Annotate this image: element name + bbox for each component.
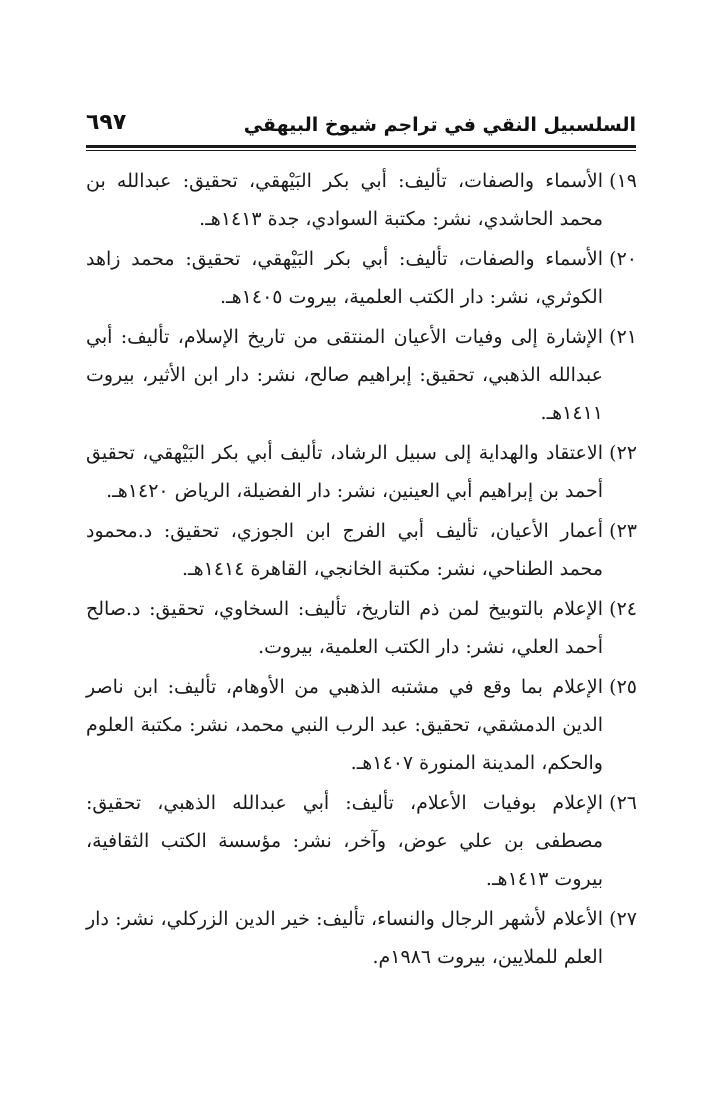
entry-text: الاعتقاد والهداية إلى سبيل الرشاد، تأليف أبي بكر البَيْهقي، تحقيق أحمد بن إبراهيم أبي العينين، نشر: دار الفضيلة، الرياض ١٤٢٠هـ. — [86, 442, 603, 502]
entry-number: ٢٤) — [609, 598, 637, 620]
entry-number: ٢٧) — [609, 908, 637, 930]
entry-text: الإعلام بما وقع في مشتبه الذهبي من الأوهام، تأليف: ابن ناصر الدين الدمشقي، تحقيق: عبد الرب النبي محمد، نشر: مكتبة العلوم والحكم، المدينة المنورة ١٤٠٧هـ. — [86, 676, 603, 774]
entry-number: ٢٥) — [609, 676, 637, 698]
entry-text: الإعلام بوفيات الأعلام، تأليف: أبي عبدالله الذهبي، تحقيق: مصطفى بن علي عوض، وآخر، نشر: مؤسسة الكتب الثقافية، بيروت ١٤١٣هـ. — [86, 792, 603, 890]
bibliography-entry — [86, 512, 637, 588]
bibliography-entry — [86, 784, 637, 898]
entry-number: ٢١) — [609, 326, 637, 348]
bibliography-entry — [86, 318, 637, 432]
bibliography-entry — [86, 900, 637, 976]
bibliography-entry — [86, 590, 637, 666]
header-rule-thin — [86, 150, 636, 151]
entry-number: ٢٣) — [609, 520, 637, 542]
bibliography-list — [86, 162, 637, 978]
bibliography-entry — [86, 240, 637, 316]
running-header — [86, 108, 636, 142]
entry-number: ٢٠) — [609, 248, 637, 270]
entry-number: ١٩) — [609, 170, 637, 192]
header-rule-thick — [86, 145, 636, 148]
entry-number: ٢٢) — [609, 442, 637, 464]
bibliography-entry — [86, 434, 637, 510]
entry-number: ٢٦) — [609, 792, 637, 814]
bibliography-entry — [86, 162, 637, 238]
entry-text: الأسماء والصفات، تأليف: أبي بكر البَيْهقي، تحقيق: عبدالله بن محمد الحاشدي، نشر: مكتبة السوادي، جدة ١٤١٣هـ. — [86, 170, 603, 230]
entry-text: الإشارة إلى وفيات الأعيان المنتقى من تاريخ الإسلام، تأليف: أبي عبدالله الذهبي، تحقيق: إبراهيم صالح، نشر: دار ابن الأثير، بيروت ١٤١١هـ. — [86, 326, 603, 424]
running-title: السلسبيل النقي في تراجم شيوخ البيهقي — [243, 114, 636, 136]
entry-text: الإعلام بالتوبيخ لمن ذم التاريخ، تأليف: السخاوي، تحقيق: د.صالح أحمد العلي، نشر: دار الكتب العلمية، بيروت. — [86, 598, 603, 658]
bibliography-entry — [86, 668, 637, 782]
entry-text: الأسماء والصفات، تأليف: أبي بكر البَيْهقي، تحقيق: محمد زاهد الكوثري، نشر: دار الكتب العلمية، بيروت ١٤٠٥هـ. — [86, 248, 603, 308]
entry-text: الأعلام لأشهر الرجال والنساء، تأليف: خير الدين الزركلي، نشر: دار العلم للملايين، بيروت ١٩٨٦م. — [86, 908, 603, 968]
entry-text: أعمار الأعيان، تأليف أبي الفرج ابن الجوزي، تحقيق: د.محمود محمد الطناحي، نشر: مكتبة الخانجي، القاهرة ١٤١٤هـ. — [86, 520, 603, 580]
page-number: ٦٩٧ — [86, 110, 127, 135]
